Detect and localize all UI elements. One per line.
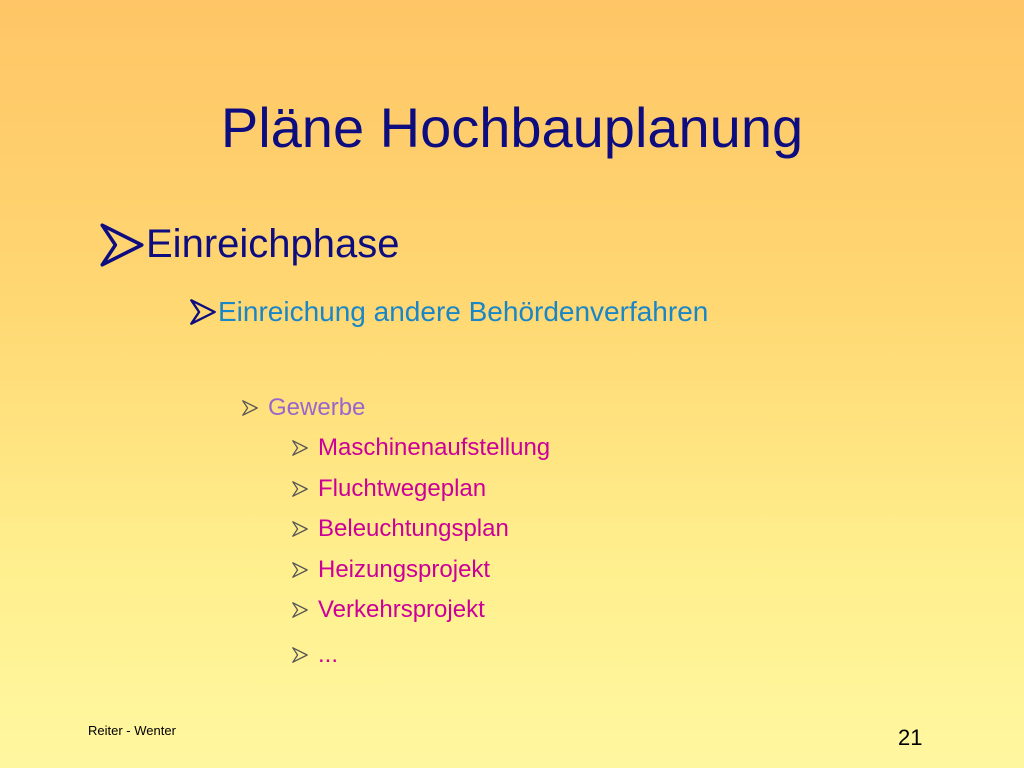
bullet-level2 [190, 296, 708, 328]
arrowhead-bullet-icon [292, 562, 308, 578]
arrowhead-bullet-icon [292, 647, 308, 663]
slide-title: Pläne Hochbauplanung [220, 96, 804, 159]
arrowhead-bullet-icon [292, 481, 308, 497]
bullet-level2-text: Einreichung andere Behördenverfahren [218, 296, 709, 327]
arrowhead-bullet-icon [100, 223, 144, 267]
arrowhead-bullet-icon [242, 400, 258, 416]
list-item-text: Verkehrsprojekt [318, 596, 485, 623]
arrowhead-bullet-icon [292, 440, 308, 456]
list-item [292, 556, 490, 584]
list-item-text: Maschinenaufstellung [318, 434, 551, 461]
list-item-text: Fluchtwegeplan [318, 475, 487, 502]
bullet-level1-text: Einreichphase [146, 222, 400, 266]
list-item-text: Heizungsprojekt [318, 556, 491, 583]
list-item [292, 475, 486, 503]
footer-author: Reiter - Wenter [88, 723, 176, 738]
list-item-text: ... [318, 641, 339, 668]
bullet-level3-text: Gewerbe [268, 394, 366, 421]
page-number: 21 [898, 725, 923, 750]
arrowhead-bullet-icon [292, 521, 308, 537]
arrowhead-bullet-icon [190, 299, 216, 325]
list-item [292, 596, 485, 624]
bullet-level1 [100, 222, 400, 267]
list-item-text: Beleuchtungsplan [318, 515, 509, 542]
list-item [292, 515, 509, 543]
list-item [292, 434, 550, 462]
list-item [292, 641, 338, 669]
bullet-level3 [242, 394, 365, 422]
arrowhead-bullet-icon [292, 602, 308, 618]
